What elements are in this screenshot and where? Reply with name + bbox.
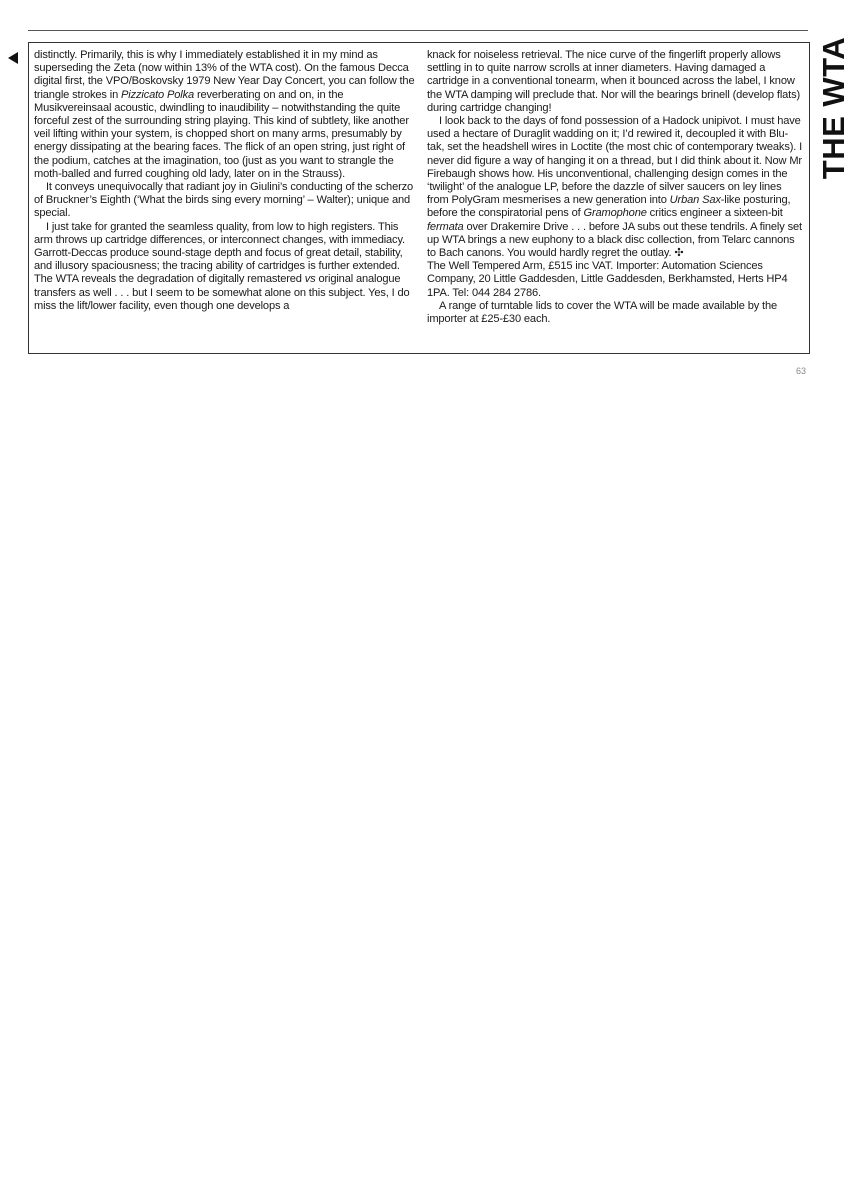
right-column bbox=[427, 49, 805, 326]
continued-arrow-icon bbox=[8, 52, 18, 64]
paragraph-6: A range of turntable lids to cover the WTA will be made available by the importer at £25-£30 each. bbox=[427, 299, 778, 326]
text-run: distinctly. Primarily, this is why I immediately established it in my mind as superseding the Zeta (now within 13% of the WTA cost). On the famous Decca digital first, the VPO/Boskovsky 1979 New Year Day Concert, you can follow the triangle strokes in bbox=[34, 49, 415, 101]
product-info: The Well Tempered Arm, £515 inc VAT. Importer: Automation Sciences Company, 20 Little Gaddesden, Little Gaddesden, Berkhamsted, Herts HP4 1PA. Tel: 044 284 2786. bbox=[427, 260, 788, 299]
italic-word: fermata bbox=[427, 220, 464, 233]
text-run: I just take for granted the seamless quality, from low to high registers. This arm throws up cartridge differences, or interconnect changes, with immediacy. Garrott-Deccas produce sound-stage depth and focus of great detail, stability, and illusory spaciousness; the tracing ability of cartridges is further extended. The WTA reveals the degradation of digitally remastered bbox=[34, 220, 405, 286]
section-label bbox=[806, 38, 862, 178]
top-rule bbox=[28, 30, 808, 31]
section-label-text: THE WTA bbox=[816, 36, 851, 180]
paragraph-2: It conveys unequivocally that radiant joy in Giulini’s conducting of the scherzo of Bruckner’s Eighth (‘What the birds sing every morning’ – Walter); unique and special. bbox=[34, 181, 414, 220]
text-run: reverberating on and on, in the Musikvereinsaal acoustic, dwindling to inaudibility – notwithstanding the quite forceful zest of the surrounding string playing. This kind of subtlety, like another veil lifting within your system, is chopped short on many arms, presumably by energy dissipating at the bearing faces. The flick of an open string, just right of the podium, catches at the imagination, too (just as you want to strangle the moth-balled and furred coughing old lady, later on in the Strauss). bbox=[34, 88, 409, 180]
left-column bbox=[34, 49, 416, 313]
page-number: 63 bbox=[796, 366, 807, 376]
paragraph-4: knack for noiseless retrieval. The nice curve of the fingerlift properly allows settling in to quite narrow scrolls at inner diameters. Having damaged a cartridge in a conventional tonearm, when it bounced across the label, I know the WTA damping will preclude that. Nor will the bearings brinell (develop flats) during cartridge changing! bbox=[427, 49, 801, 114]
italic-title: Gramophone bbox=[583, 207, 647, 220]
paragraph-5 bbox=[427, 115, 805, 260]
text-run: I look back to the days of fond possession of a Hadock unipivot. I must have used a hectare of Duraglit wadding on it; I’d rewired it, decoupled it with Blu-tak, set the headshell wires in Loctite (the most chic of contemporary tweaks). I never did figure a way of hanging it on a thread, but I did think about it. Now Mr Firebaugh shows how. His unconventional, challenging design comes in the ‘twilight’ of the analogue LP, before the dazzle of silver saucers on ley lines from PolyGram mesmerises a new generation into bbox=[427, 115, 803, 207]
paragraph-1 bbox=[34, 49, 416, 181]
text-run: -like posturing, before the conspiratorial pens of bbox=[427, 194, 791, 220]
article-box bbox=[28, 42, 810, 354]
text-run: critics engineer a sixteen-bit bbox=[646, 207, 783, 220]
italic-title: Urban Sax bbox=[669, 194, 721, 207]
italic-word: vs bbox=[304, 273, 316, 286]
italic-title: Pizzicato Polka bbox=[121, 88, 195, 101]
text-run: original analogue transfers as well . . . but I seem to be somewhat alone on this subject. Yes, I do miss the lift/lower facility, even though one develops a bbox=[34, 273, 410, 312]
paragraph-3 bbox=[34, 221, 416, 313]
text-run: over Drakemire Drive . . . before JA subs out these tendrils. A finely set up WTA brings a new euphony to a black disc collection, from Telarc cannons to Bach canons. You would hardly regret the outlay. ✣ bbox=[427, 220, 802, 260]
